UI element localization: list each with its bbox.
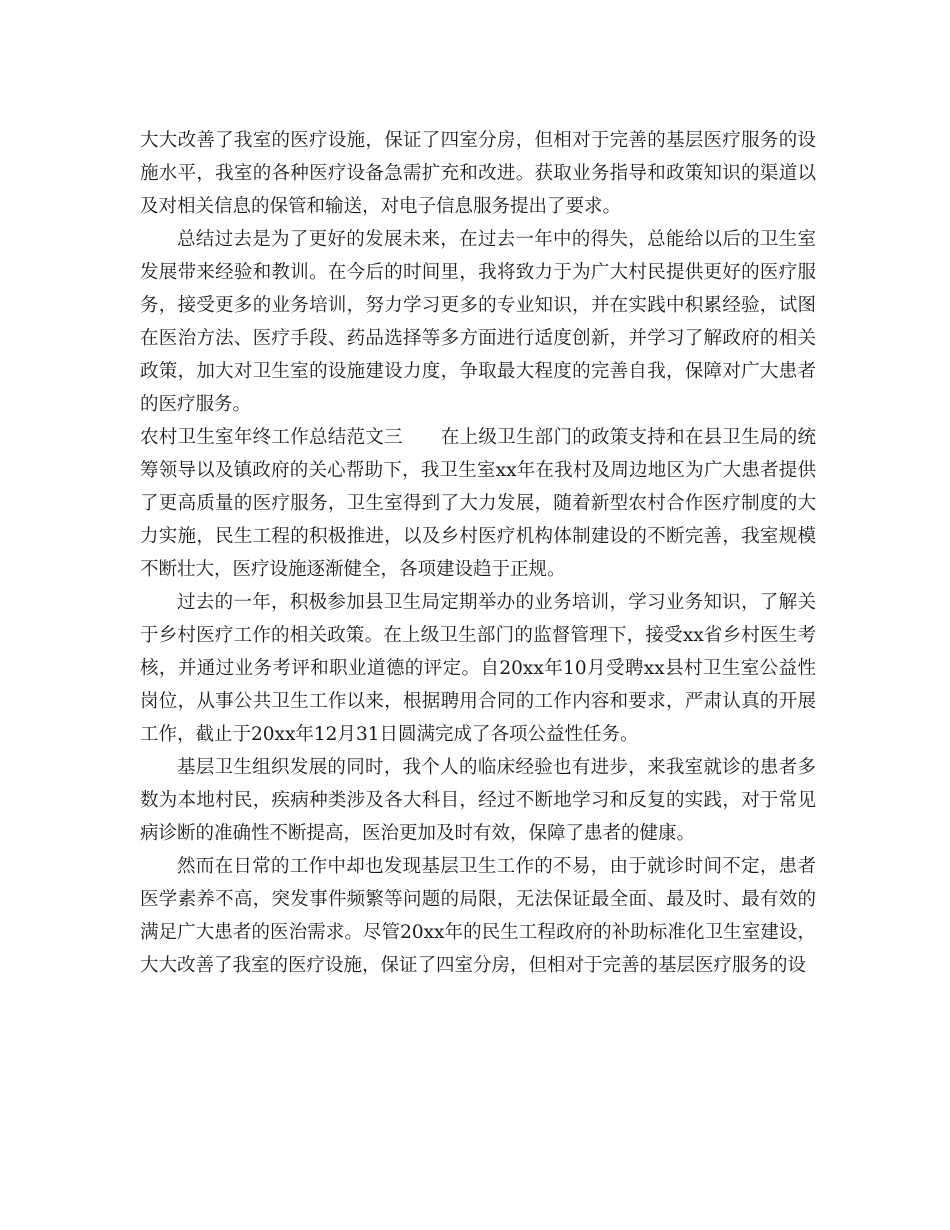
- paragraph-5: 基层卫生组织发展的同时，我个人的临床经验也有进步，来我室就诊的患者多数为本地村民，疾病种类涉及各大科目，经过不断地学习和反复的实践，对于常见病诊断的准确性不断提高，医治更加及时有效，保障了患者的健康。: [140, 757, 816, 844]
- section-paragraph: [140, 421, 816, 586]
- section-title: 农村卫生室年终工作总结范文三: [140, 427, 403, 448]
- section-body-text: 在上级卫生部门的政策支持和在县卫生局的统筹领导以及镇政府的关心帮助下，我卫生室xx年在我村及周边地区为广大患者提供了更高质量的医疗服务，卫生室得到了大力发展，随着新型农村合作医疗制度的大力实施，民生工程的积极推进，以及乡村医疗机构体制建设的不断完善，我室规模不断壮大，医疗设施逐渐健全，各项建设趋于正规。: [140, 427, 816, 580]
- paragraph-4: 过去的一年，积极参加县卫生局定期举办的业务培训，学习业务知识，了解关于乡村医疗工作的相关政策。在上级卫生部门的监督管理下，接受xx省乡村医生考核，并通过业务考评和职业道德的评定。自20xx年10月受聘xx县村卫生室公益性岗位，从事公共卫生工作以来，根据聘用合同的工作内容和要求，严肃认真的开展工作，截止于20xx年12月31日圆满完成了各项公益性任务。: [140, 592, 816, 745]
- document-page: [140, 124, 816, 982]
- paragraph-6: 然而在日常的工作中却也发现基层卫生工作的不易，由于就诊时间不定，患者医学素养不高，突发事件频繁等问题的局限，无法保证最全面、最及时、最有效的满足广大患者的医治需求。尽管20xx年的民生工程政府的补助标准化卫生室建设，大大改善了我室的医疗设施，保证了四室分房，但相对于完善的基层医疗服务的设: [140, 856, 816, 976]
- paragraph-1: 大大改善了我室的医疗设施，保证了四室分房，但相对于完善的基层医疗服务的设施水平，我室的各种医疗设备急需扩充和改进。获取业务指导和政策知识的渠道以及对相关信息的保管和输送，对电子信息服务提出了要求。: [140, 130, 816, 217]
- paragraph-2: 总结过去是为了更好的发展未来，在过去一年中的得失，总能给以后的卫生室发展带来经验和教训。在今后的时间里，我将致力于为广大村民提供更好的医疗服务，接受更多的业务培训，努力学习更多的专业知识，并在实践中积累经验，试图在医治方法、医疗手段、药品选择等多方面进行适度创新，并学习了解政府的相关政策，加大对卫生室的设施建设力度，争取最大程度的完善自我，保障对广大患者的医疗服务。: [140, 229, 816, 415]
